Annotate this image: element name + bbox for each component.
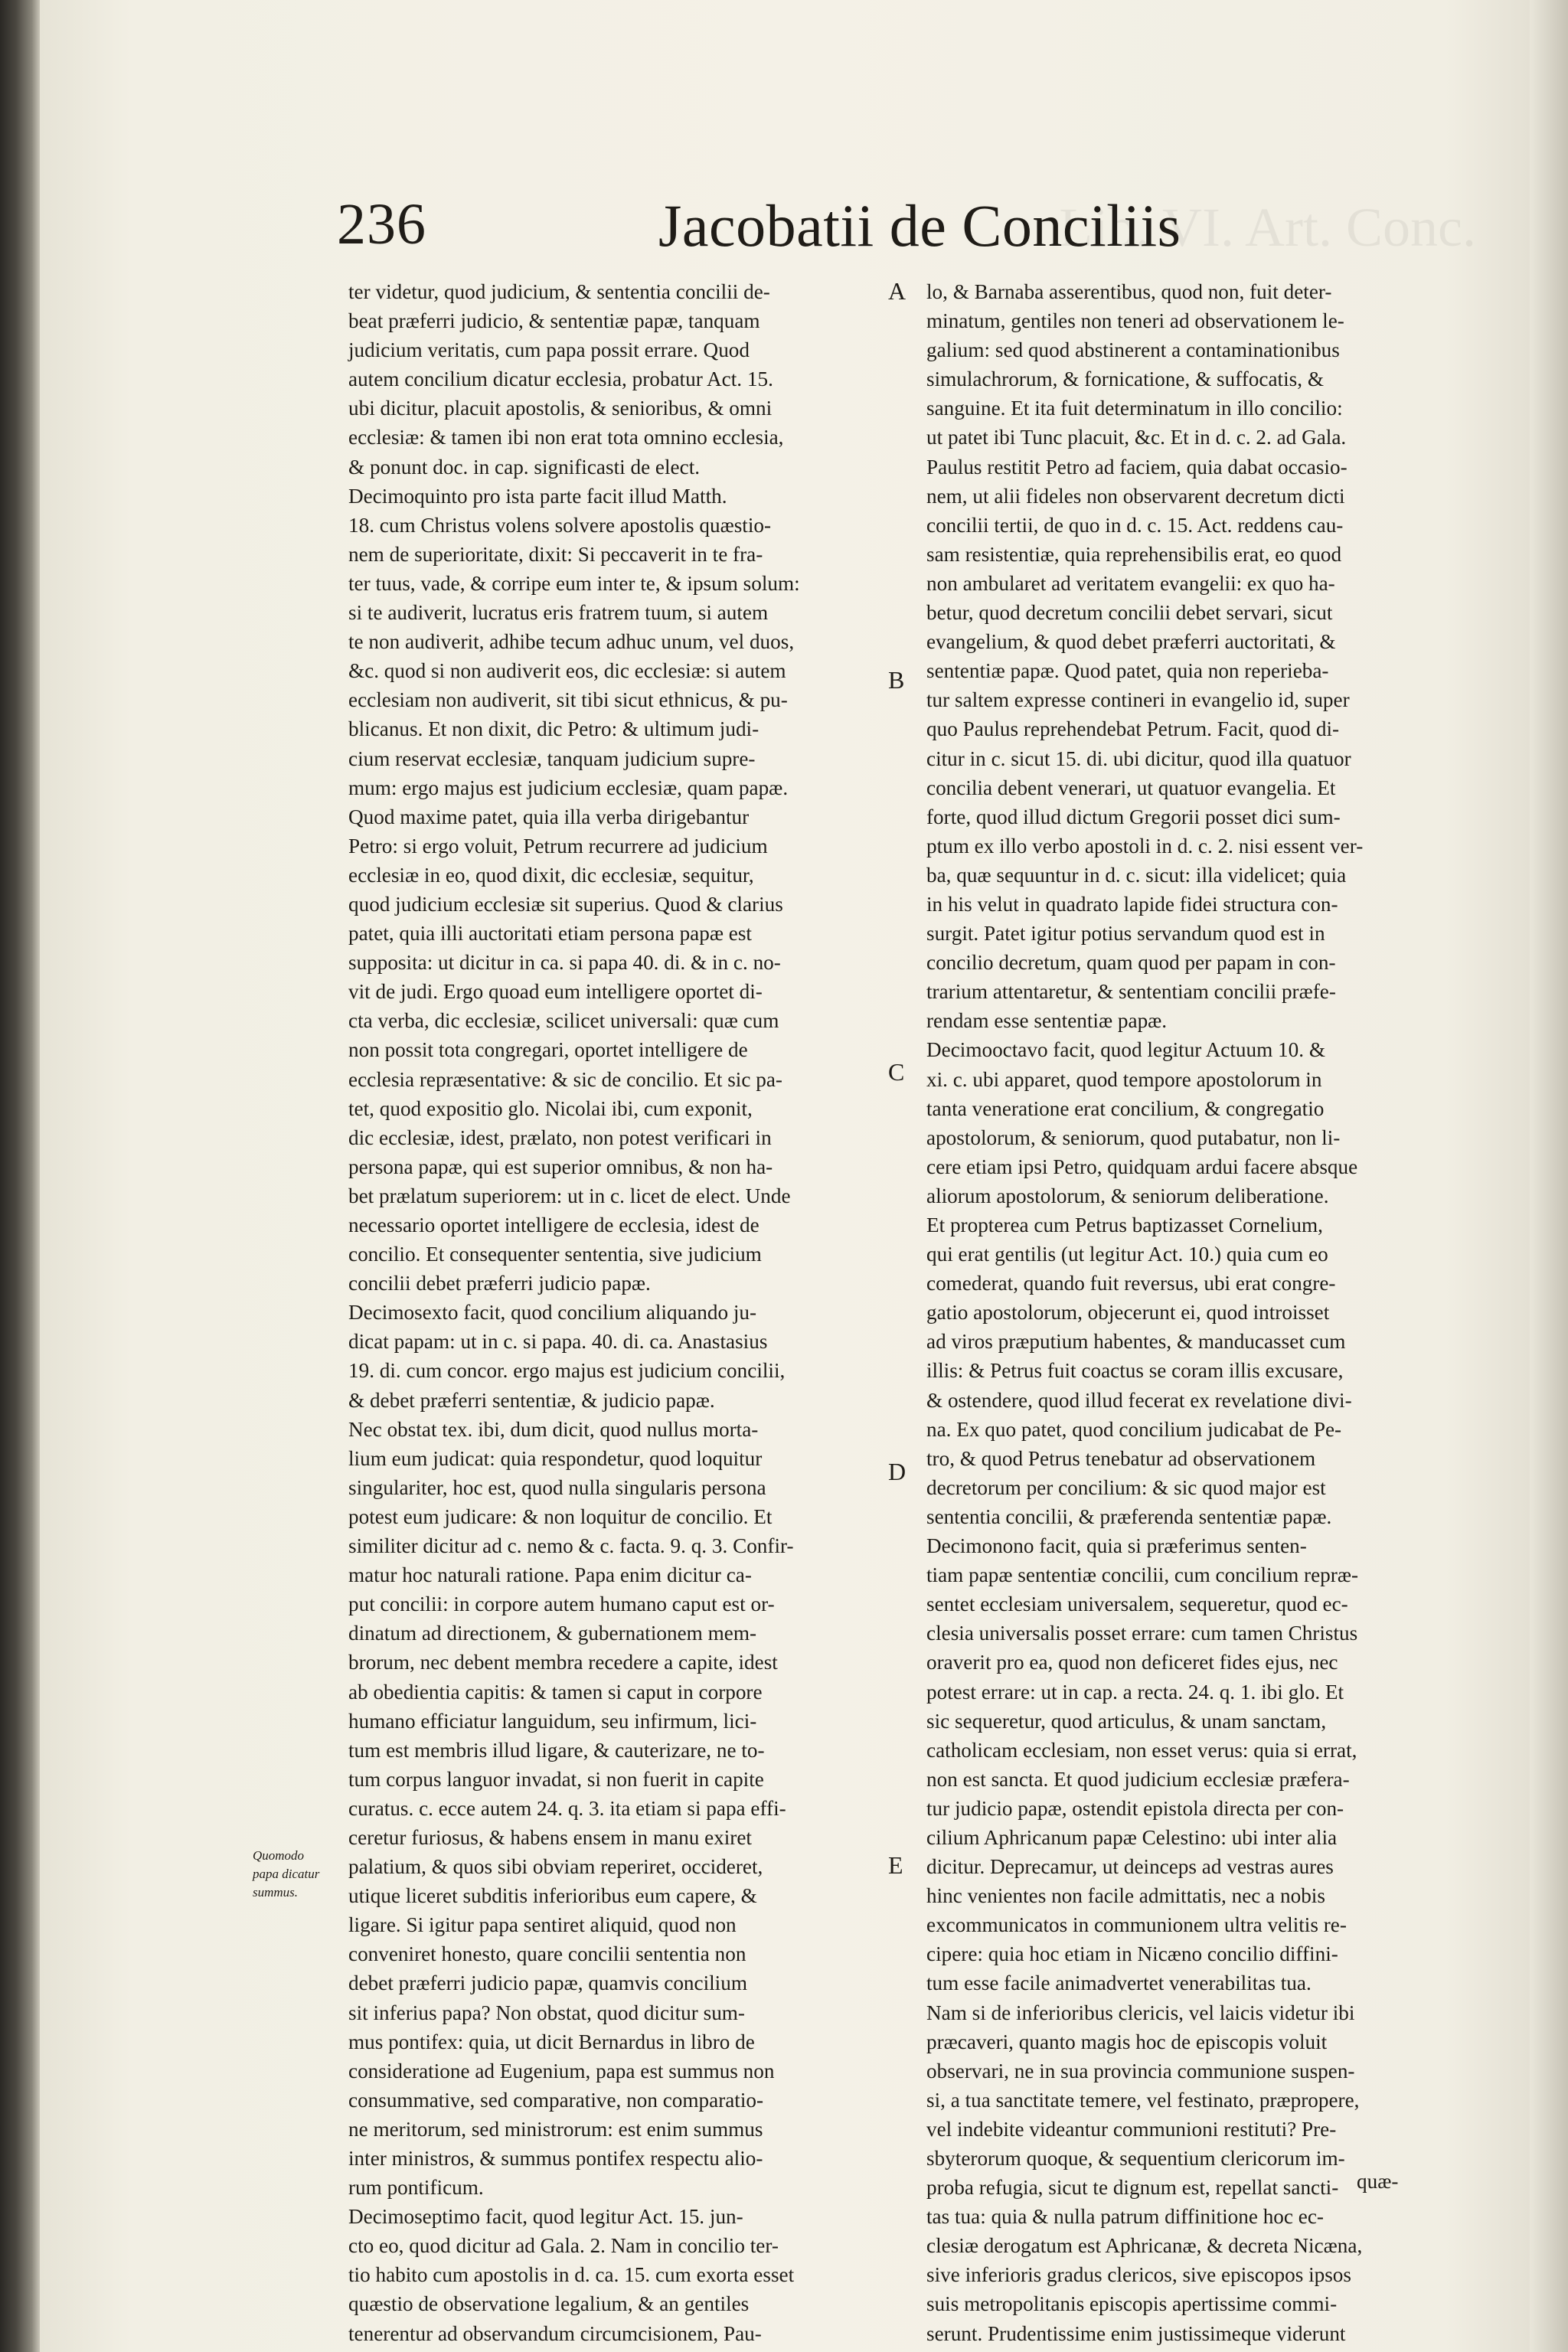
text-line: sententiæ papæ. Quod patet, quia non reperieba- bbox=[926, 659, 1329, 683]
text-line: observari, ne in sua provincia communione suspen- bbox=[926, 2059, 1355, 2082]
text-line: trarium attentaretur, & sententiam concilii præfe- bbox=[926, 980, 1336, 1004]
text-line: sentet ecclesiam universalem, sequeretur, quod ec- bbox=[926, 1592, 1348, 1616]
text-line: conveniret honesto, quare concilii sententia non bbox=[348, 1942, 746, 1966]
text-line: dinatum ad directionem, & gubernationem mem- bbox=[348, 1622, 757, 1645]
text-line: similiter dicitur ad c. nemo & c. facta. 9. q. 3. Confir- bbox=[348, 1534, 794, 1558]
text-line: consideratione ad Eugenium, papa est summus non bbox=[348, 2059, 775, 2082]
text-line: Quod maxime patet, quia illa verba dirigebantur bbox=[348, 805, 750, 828]
text-line: sive inferioris gradus clericos, sive episcopos ipsos bbox=[926, 2263, 1351, 2287]
text-line: ubi dicitur, placuit apostolis, & senioribus, & omni bbox=[348, 397, 773, 420]
text-line: utique liceret subditis inferioribus eum capere, & bbox=[348, 1884, 757, 1908]
text-line: ecclesiæ in eo, quod dixit, dic ecclesiæ, sequitur, bbox=[348, 863, 754, 887]
text-line: Paulus restitit Petro ad faciem, quia dabat occasio- bbox=[926, 455, 1348, 479]
text-line: sit inferius papa? Non obstat, quod dicitur sum- bbox=[348, 2001, 745, 2024]
text-line: necessario oportet intelligere de ecclesia, idest de bbox=[348, 1214, 760, 1236]
text-line: cto eo, quod dicitur ad Gala. 2. Nam in concilio ter- bbox=[348, 2234, 779, 2258]
margin-note-line: papa dicatur bbox=[253, 1867, 320, 1881]
text-line: quod judicium ecclesiæ sit superius. Quod & clarius bbox=[348, 892, 783, 916]
text-line: na. Ex quo patet, quod concilium judicabat de Pe- bbox=[926, 1417, 1342, 1441]
text-line: concilia debent venerari, ut quatuor evangelia. Et bbox=[926, 776, 1336, 799]
section-marker-a: A bbox=[888, 277, 906, 305]
text-line: potest eum judicare: & non loquitur de concilio. Et bbox=[348, 1504, 773, 1528]
margin-note bbox=[253, 1847, 346, 1902]
text-line: inter ministros, & summus pontifex respectu alio- bbox=[348, 2147, 763, 2170]
text-line: clesiæ derogatum est Aphricanæ, & decreta Nicæna, bbox=[926, 2234, 1363, 2258]
book-binding-shadow bbox=[0, 0, 40, 2352]
text-line: galium: sed quod abstinerent a contaminationibus bbox=[926, 338, 1340, 362]
text-line: 18. cum Christus volens solvere apostolis quæstio- bbox=[348, 513, 772, 537]
margin-note-line: Quomodo bbox=[253, 1848, 305, 1863]
text-line: comederat, quando fuit reversus, ubi erat congre- bbox=[926, 1272, 1336, 1295]
text-line: aliorum apostolorum, & seniorum deliberatione. bbox=[926, 1184, 1329, 1207]
text-line: autem concilium dicatur ecclesia, probatur Act. 15. bbox=[348, 368, 773, 391]
text-line: ecclesia repræsentative: & sic de concilio. Et sic pa- bbox=[348, 1067, 782, 1091]
text-line: ligare. Si igitur papa sentiret aliquid, quod non bbox=[348, 1913, 737, 1937]
text-line: gatio apostolorum, objecerunt ei, quod introisset bbox=[926, 1301, 1330, 1325]
text-line: quæstio de observatione legalium, & an gentiles bbox=[348, 2292, 750, 2316]
text-line: ter videtur, quod judicium, & sententia concilii de- bbox=[348, 280, 770, 303]
text-line: decretorum per concilium: & sic quod major est bbox=[926, 1475, 1326, 1499]
text-line: tet, quod expositio glo. Nicolai ibi, cum exponit, bbox=[348, 1096, 753, 1120]
text-line: si te audiverit, lucratus eris fratrem tuum, si autem bbox=[348, 601, 769, 625]
text-line: oraverit pro ea, quod non deficeret fides ejus, nec bbox=[926, 1651, 1338, 1674]
text-line: si, a tua sanctitate temere, vel festinato, præpropere, bbox=[926, 2088, 1360, 2112]
text-line: hinc venientes non facile admittatis, nec a nobis bbox=[926, 1884, 1325, 1908]
text-line: ad viros præputium habentes, & manducasset cum bbox=[926, 1330, 1346, 1354]
text-line: matur hoc naturali ratione. Papa enim dicitur ca- bbox=[348, 1563, 752, 1587]
text-line: Decimosexto facit, quod concilium aliquando ju- bbox=[348, 1301, 757, 1325]
text-line: palatium, & quos sibi obviam reperiret, occideret, bbox=[348, 1855, 763, 1879]
text-line: præcaveri, quanto magis hoc de episcopis voluit bbox=[926, 2030, 1328, 2053]
text-line: Decimooctavo facit, quod legitur Actuum 10. & bbox=[926, 1038, 1325, 1062]
text-line: mum: ergo majus est judicium ecclesiæ, quam papæ. bbox=[348, 776, 789, 799]
section-marker-d: D bbox=[888, 1458, 906, 1485]
text-line: ceretur furiosus, & habens ensem in manu exiret bbox=[348, 1825, 752, 1849]
text-line: consummative, sed comparative, non comparatio- bbox=[348, 2088, 764, 2112]
text-line: ecclesiæ: & tamen ibi non erat tota omnino ecclesia, bbox=[348, 426, 784, 449]
text-line: apostolorum, & seniorum, quod putabatur, non li- bbox=[926, 1125, 1341, 1149]
text-line: curatus. c. ecce autem 24. q. 3. ita etiam si papa effi- bbox=[348, 1796, 786, 1820]
text-line: clesia universalis posset errare: cum tamen Christus bbox=[926, 1622, 1358, 1645]
text-line: quo Paulus reprehendebat Petrum. Facit, quod di- bbox=[926, 717, 1340, 741]
text-line: non possit tota congregari, oportet intelligere de bbox=[348, 1038, 748, 1062]
text-line: Petro: si ergo voluit, Petrum recurrere ad judicium bbox=[348, 834, 768, 858]
text-line: humano efficiatur languidum, seu infirmum, lici- bbox=[348, 1709, 757, 1733]
text-line: ptum ex illo verbo apostoli in d. c. 2. nisi essent ver- bbox=[926, 834, 1364, 858]
text-line: qui erat gentilis (ut legitur Act. 10.) quia cum eo bbox=[926, 1243, 1328, 1266]
catchword: quæ- bbox=[1357, 2170, 1399, 2193]
text-line: catholicam ecclesiam, non esset verus: quia si errat, bbox=[926, 1738, 1357, 1762]
text-line: tum est membris illud ligare, & cauterizare, ne to- bbox=[348, 1738, 765, 1762]
text-line: tur judicio papæ, ostendit epistola directa per con- bbox=[926, 1796, 1344, 1820]
text-line: vel indebite videantur communioni restituti? Pre- bbox=[926, 2117, 1337, 2141]
text-line: Et propterea cum Petrus baptizasset Cornelium, bbox=[926, 1214, 1323, 1236]
show-through-title: Lib. VI. Art. Conc. bbox=[1059, 197, 1476, 258]
text-line: sbyterorum quoque, & sequentium clericorum im- bbox=[926, 2147, 1345, 2170]
text-line: cta verba, dic ecclesiæ, scilicet universali: quæ cum bbox=[348, 1009, 779, 1033]
text-line: dicat papam: ut in c. si papa. 40. di. ca. Anastasius bbox=[348, 1330, 768, 1354]
text-line: sam resistentiæ, quia reprehensibilis erat, eo quod bbox=[926, 542, 1342, 566]
text-line: rum pontificum. bbox=[348, 2176, 484, 2200]
left-text-column bbox=[348, 277, 800, 2348]
text-line: concilii debet præferri judicio papæ. bbox=[348, 1272, 651, 1295]
text-line: ab obedientia capitis: & tamen si caput in corpore bbox=[348, 1680, 763, 1704]
text-line: minatum, gentiles non teneri ad observationem le- bbox=[926, 309, 1344, 333]
text-line: & ponunt doc. in cap. significasti de elect. bbox=[348, 455, 701, 479]
text-line: Decimoquinto pro ista parte facit illud Matth. bbox=[348, 484, 727, 508]
text-line: excommunicatos in communionem ultra velitis re- bbox=[926, 1913, 1347, 1937]
text-line: ba, quæ sequuntur in d. c. sicut: illa videlicet; quia bbox=[926, 863, 1347, 887]
text-line: judicium veritatis, cum papa possit errare. Quod bbox=[348, 338, 750, 362]
margin-note-line: summus. bbox=[253, 1885, 299, 1900]
text-line: betur, quod decretum concilii debet servari, sicut bbox=[926, 601, 1333, 625]
text-line: lium eum judicat: quia respondetur, quod loquitur bbox=[348, 1446, 763, 1470]
text-line: cium reservat ecclesiæ, tanquam judicium supre- bbox=[348, 746, 756, 770]
text-line: tanta veneratione erat concilium, & congregatio bbox=[926, 1096, 1325, 1120]
text-line: concilii tertii, de quo in d. c. 15. Act. reddens cau- bbox=[926, 513, 1344, 537]
text-line: serunt. Prudentissime enim justissimeque viderunt bbox=[926, 2321, 1346, 2345]
section-marker-e: E bbox=[888, 1851, 903, 1879]
text-line: &c. quod si non audiverit eos, dic ecclesiæ: si autem bbox=[348, 659, 786, 683]
text-line: nem de superioritate, dixit: Si peccaverit in te fra- bbox=[348, 542, 763, 566]
text-line: dicitur. Deprecamur, ut deinceps ad vestras aures bbox=[926, 1855, 1334, 1879]
text-line: blicanus. Et non dixit, dic Petro: & ultimum judi- bbox=[348, 717, 760, 741]
text-line: tro, & quod Petrus tenebatur ad observationem bbox=[926, 1446, 1316, 1470]
text-line: illis: & Petrus fuit coactus se coram illis excusare, bbox=[926, 1359, 1344, 1383]
text-line: brorum, nec debent membra recedere a capite, idest bbox=[348, 1651, 778, 1674]
text-line: vit de judi. Ergo quoad eum intelligere oportet di- bbox=[348, 980, 763, 1004]
text-line: Nam si de inferioribus clericis, vel laicis videtur ibi bbox=[926, 2001, 1355, 2024]
text-line: ecclesiam non audiverit, sit tibi sicut ethnicus, & pu- bbox=[348, 688, 788, 712]
text-line: Decimonono facit, quia si præferimus senten- bbox=[926, 1534, 1307, 1558]
text-line: rendam esse sententiæ papæ. bbox=[926, 1009, 1168, 1033]
text-line: surgit. Patet igitur potius servandum quod est in bbox=[926, 922, 1325, 946]
text-line: cere etiam ipsi Petro, quidquam ardui facere absque bbox=[926, 1155, 1358, 1178]
text-line: nem, ut alii fideles non observarent decretum dicti bbox=[926, 484, 1345, 508]
text-line: citur in c. sicut 15. di. ubi dicitur, quod illa quatuor bbox=[926, 746, 1351, 770]
text-line: proba refugia, sicut te dignum est, repellat sancti- bbox=[926, 2176, 1339, 2200]
section-marker-c: C bbox=[888, 1058, 905, 1086]
text-line: bet prælatum superiorem: ut in c. licet de elect. Unde bbox=[348, 1184, 791, 1207]
text-line: cilium Aphricanum papæ Celestino: ubi inter alia bbox=[926, 1825, 1338, 1849]
text-line: supposita: ut dicitur in ca. si papa 40. di. & in c. no- bbox=[348, 951, 781, 975]
text-line: evangelium, & quod debet præferri auctoritati, & bbox=[926, 630, 1336, 654]
section-marker-b: B bbox=[888, 666, 905, 694]
text-line: sic sequeretur, quod articulus, & unam sanctam, bbox=[926, 1709, 1327, 1733]
text-line: mus pontifex: quia, ut dicit Bernardus in libro de bbox=[348, 2030, 755, 2053]
text-line: Nec obstat tex. ibi, dum dicit, quod nullus morta- bbox=[348, 1417, 759, 1441]
text-line: tenerentur ad observandum circumcisionem, Pau- bbox=[348, 2321, 762, 2345]
text-line: Decimoseptimo facit, quod legitur Act. 15. jun- bbox=[348, 2205, 743, 2229]
text-line: lo, & Barnaba asserentibus, quod non, fuit deter- bbox=[926, 280, 1332, 303]
text-line: non ambularet ad veritatem evangelii: ex quo ha- bbox=[926, 571, 1335, 595]
text-line: xi. c. ubi apparet, quod tempore apostolorum in bbox=[926, 1067, 1322, 1091]
text-line: concilio. Et consequenter sententia, sive judicium bbox=[348, 1243, 762, 1266]
text-line: patet, quia illi auctoritati etiam persona papæ est bbox=[348, 922, 752, 946]
text-line: persona papæ, qui est superior omnibus, & non ha- bbox=[348, 1155, 773, 1178]
text-line: te non audiverit, adhibe tecum adhuc unum, vel duos, bbox=[348, 630, 795, 654]
text-line: singulariter, hoc est, quod nulla singularis persona bbox=[348, 1475, 766, 1499]
text-line: cipere: quia hoc etiam in Nicæno concilio diffini- bbox=[926, 1942, 1338, 1966]
text-line: sanguine. Et ita fuit determinatum in illo concilio: bbox=[926, 397, 1343, 420]
text-line: concilio decretum, quam quod per papam in con- bbox=[926, 951, 1336, 975]
text-line: beat præferri judicio, & sententiæ papæ, tanquam bbox=[348, 309, 760, 333]
text-line: suis metropolitanis episcopis apertissime commi- bbox=[926, 2292, 1338, 2316]
text-line: tiam papæ sententiæ concilii, cum concilium repræ- bbox=[926, 1563, 1359, 1587]
text-line: tio habito cum apostolis in d. ca. 15. cum exorta esset bbox=[348, 2263, 795, 2287]
text-line: debet præferri judicio papæ, quamvis concilium bbox=[348, 1971, 747, 1995]
page-edge bbox=[1530, 0, 1568, 2352]
running-title: Jacobatii de Conciliis bbox=[658, 192, 1181, 259]
text-line: ter tuus, vade, & corripe eum inter te, & ipsum solum: bbox=[348, 571, 800, 595]
text-line: tum esse facile animadvertet venerabilitas tua. bbox=[926, 1971, 1312, 1995]
text-line: in his velut in quadrato lapide fidei structura con- bbox=[926, 892, 1338, 916]
page-number: 236 bbox=[337, 192, 426, 256]
text-line: put concilii: in corpore autem humano caput est or- bbox=[348, 1592, 775, 1616]
text-line: 19. di. cum concor. ergo majus est judicium concilii, bbox=[348, 1359, 786, 1383]
text-line: tas tua: quia & nulla patrum diffinitione hoc ec- bbox=[926, 2205, 1324, 2229]
text-line: simulachrorum, & fornicatione, & suffocatis, & bbox=[926, 368, 1324, 391]
text-line: ut patet ibi Tunc placuit, &c. Et in d. c. 2. ad Gala. bbox=[926, 426, 1347, 449]
text-line: tum corpus languor invadat, si non fuerit in capite bbox=[348, 1767, 764, 1791]
right-text-column bbox=[926, 277, 1363, 2348]
text-line: & debet præferri sententiæ, & judicio papæ. bbox=[348, 1388, 715, 1412]
text-line: dic ecclesiæ, idest, prælato, non potest verificari in bbox=[348, 1125, 772, 1149]
text-line: tur saltem expresse contineri in evangelio id, super bbox=[926, 688, 1350, 712]
text-line: potest errare: ut in cap. a recta. 24. q. 1. ibi glo. Et bbox=[926, 1680, 1344, 1704]
text-line: non est sancta. Et quod judicium ecclesiæ præfera- bbox=[926, 1767, 1350, 1791]
text-line: ne meritorum, sed ministrorum: est enim summus bbox=[348, 2117, 763, 2141]
text-line: & ostendere, quod illud fecerat ex revelatione divi- bbox=[926, 1388, 1352, 1412]
text-line: sententia concilii, & præferenda sententiæ papæ. bbox=[926, 1504, 1332, 1528]
text-line: forte, quod illud dictum Gregorii posset dici sum- bbox=[926, 805, 1341, 828]
